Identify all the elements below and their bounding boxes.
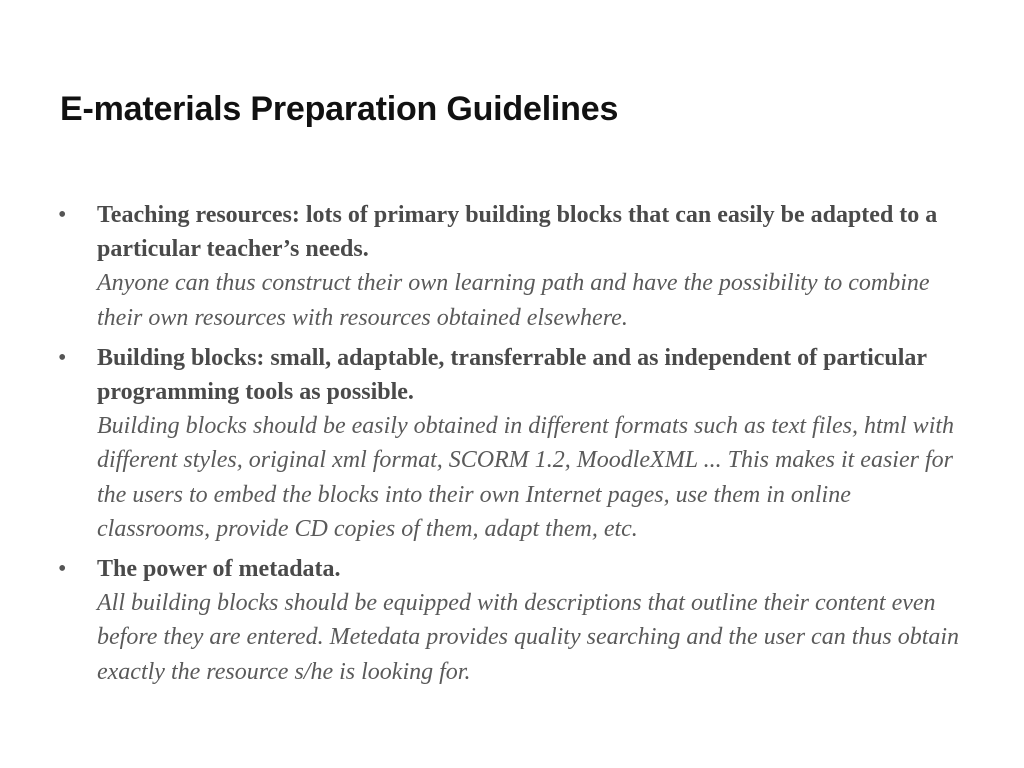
bullet-marker: • [58, 344, 67, 371]
bullet-heading: The power of metadata. [97, 556, 341, 583]
slide-title: E-materials Preparation Guidelines [60, 90, 619, 128]
bullet-body: Building blocks should be easily obtained in different formats such as text files, html with different styles, original xml format, SCORM 1.2, MoodleXML ... This makes it easier for the users to embed the blocks into their own Internet pages, use them in online classrooms, provide CD copies of them, adapt them, etc. [97, 413, 955, 542]
bullet-heading: Teaching resources: lots of primary building blocks that can easily be adapted to a particular teacher’s needs. [97, 202, 938, 263]
bullet-body: Anyone can thus construct their own learning path and have the possibility to combine their own resources with resources obtained elsewhere. [97, 270, 930, 331]
bullet-item-metadata [58, 552, 968, 689]
bullet-marker: • [58, 556, 67, 583]
bullet-item-building-blocks [58, 341, 968, 546]
bullet-item-teaching-resources [58, 198, 968, 335]
bullet-list [58, 198, 968, 695]
bullet-body: All building blocks should be equipped with descriptions that outline their content even before they are entered. Metedata provides quality searching and the user can thus obtain exactly the resource s/he is looking for. [97, 590, 960, 685]
bullet-marker: • [58, 202, 67, 228]
bullet-heading: Building blocks: small, adaptable, transferrable and as independent of particular programming tools as possible. [97, 344, 927, 406]
